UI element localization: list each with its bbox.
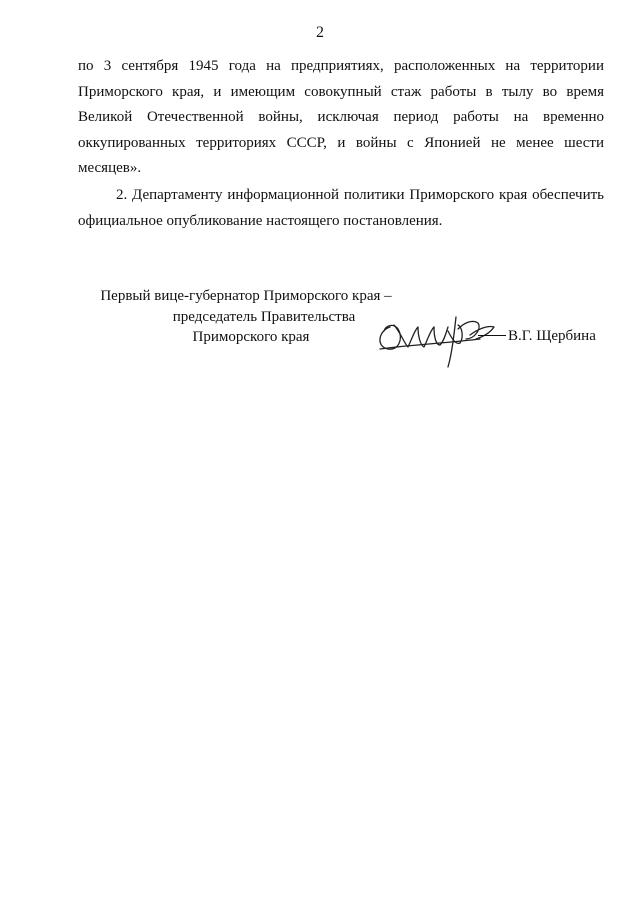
page-number: 2 <box>316 24 324 41</box>
signatory-title-line-3: Приморского края <box>192 329 310 345</box>
paragraph-item-2: 2. Департаменту информационной политики Приморского края обеспечить официальное опубликование настоящего постановления. <box>78 187 604 229</box>
paragraph-continuation: по 3 сентября 1945 года на предприятиях, расположенных на территории Приморского края, и имеющим совокупный стаж работы в тылу во время Великой Отечественной войны, исключая период работы на временно оккупированных территориях СССР, и войны с Японией не менее шести месяцев». <box>78 58 604 176</box>
signer-name-text: В.Г. Щербина <box>508 328 596 344</box>
signatory-title-line-1: Первый вице-губернатор Приморского края – <box>100 288 392 304</box>
signature-line <box>478 335 506 336</box>
signer-name <box>478 328 596 345</box>
signatory-title-line-2: председатель Правительства <box>172 308 356 325</box>
signatory-title <box>86 286 406 348</box>
